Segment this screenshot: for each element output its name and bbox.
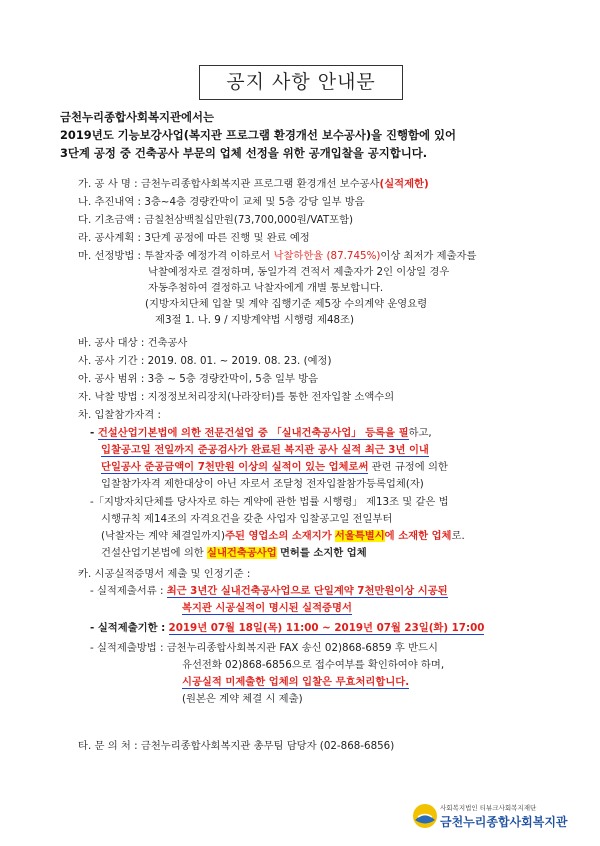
intro-line-3: 3단계 공정 중 건축공사 부문의 업체 선정을 위한 공개입찰을 공지합니다. bbox=[60, 146, 428, 160]
item-ra bbox=[78, 231, 310, 245]
item-cha-line-3 bbox=[101, 460, 448, 474]
item-cha-line-3-end: 관련 규정에 의한 bbox=[368, 461, 448, 473]
item-da bbox=[78, 213, 353, 227]
intro-line-2: 2019년도 기능보강사업(복지관 프로그램 환경개선 보수공사)을 진행함에 있어 bbox=[60, 128, 457, 142]
item-ra-label: 라. 공사계획 : bbox=[78, 232, 142, 244]
item-cha-line-1 bbox=[90, 426, 432, 440]
item-ra-value: 3단계 공정에 따른 진행 및 완료 예정 bbox=[144, 232, 310, 244]
item-ma bbox=[78, 249, 476, 263]
item-ma-text-1c: 이상 최저가 제출자를 bbox=[380, 250, 477, 262]
item-ma-rate: 낙찰하한율 (87.745%) bbox=[273, 250, 381, 262]
item-ma-line-4: (지방자치단체 입찰 및 계약 집행기준 제5장 수의계약 운영요령 bbox=[145, 298, 428, 310]
item-ka-method-2: 유선전화 02)868-6856으로 접수여부를 확인하여야 하며, bbox=[182, 659, 445, 671]
item-cha-license: 실내건축공사업 bbox=[207, 547, 277, 559]
item-ka-1-label: - 실적제출서류 : bbox=[90, 585, 164, 597]
item-ka-method-1: 금천누리종합사회복지관 FAX 송신 02)868-6859 후 반드시 bbox=[166, 642, 438, 654]
logo-foundation-name: 사회복지법인 티뷰크사회복지재단 bbox=[440, 804, 537, 812]
item-ma-text-1a: 투찰자중 예정가격 이하로서 bbox=[144, 250, 271, 262]
item-ka-line-2 bbox=[90, 621, 484, 635]
item-ka-invalid: 시공실적 미제출한 업체의 입찰은 무효처리합니다. bbox=[182, 676, 410, 688]
item-ga-value: 금천누리종합사회복지관 프로그램 환경개선 보수공사 bbox=[140, 178, 380, 190]
item-ka-line-3 bbox=[90, 641, 438, 655]
item-cha-amount: 단일공사 준공금액이 7천만원 이상의 실적이 있는 업체로써 bbox=[101, 461, 369, 473]
item-a: 아. 공사 범위 : 3층 ~ 5층 경량칸막이, 5층 일부 방음 bbox=[78, 373, 319, 385]
item-cha-line-6: 시행규칙 제14조의 자격요건을 갖춘 사업자 입찰공고일 전일부터 bbox=[101, 513, 393, 525]
item-ba: 바. 공사 대상 : 건축공사 bbox=[78, 337, 188, 349]
item-cha-line-7 bbox=[101, 529, 465, 543]
item-cha-line-8a: 건설산업기본법에 의한 bbox=[101, 547, 204, 559]
item-ja: 자. 낙찰 방법 : 지정정보처리장치(나라장터)를 통한 전자입찰 소액수의 bbox=[78, 391, 395, 403]
item-ka-2-label: - 실적제출기한 : bbox=[90, 622, 166, 634]
item-cha-line-1-end: 하고, bbox=[408, 427, 432, 439]
item-ka-line-1 bbox=[90, 584, 448, 598]
item-ma-label: 마. 선정방법 : bbox=[78, 250, 142, 262]
notice-title: 공지 사항 안내문 bbox=[199, 65, 403, 100]
item-ka-documents: 최근 3년간 실내건축공사업으로 단일계약 7천만원이상 시공된 bbox=[166, 585, 448, 597]
item-ka-3-label: - 실적제출방법 : bbox=[90, 642, 164, 654]
item-ga bbox=[78, 177, 429, 191]
foundation-logo-icon bbox=[412, 803, 438, 829]
item-ma-line-3: 자동추첨하여 결정하고 낙찰자에게 개별 통보합니다. bbox=[148, 282, 384, 294]
item-ga-note: (실적제한) bbox=[379, 178, 429, 190]
item-ma-line-5: 제3절 1. 나. 9 / 지방계약법 시행령 제48조) bbox=[155, 314, 355, 326]
item-cha-line-7e: 로. bbox=[451, 530, 465, 542]
item-cha-license-end: 면허를 소지한 업체 bbox=[279, 547, 367, 559]
item-cha-line-8 bbox=[101, 546, 367, 560]
item-sa: 사. 공사 기간 : 2019. 08. 01. ~ 2019. 08. 23. (예정) bbox=[78, 355, 332, 367]
item-na-value: 3층~4층 경량칸막이 교체 및 5층 강당 일부 방음 bbox=[144, 196, 365, 208]
item-ka-documents-2: 복지관 시공실적이 명시된 실적증명서 bbox=[182, 602, 352, 614]
item-da-value: 금칠천삼백칠십만원(73,700,000원/VAT포함) bbox=[144, 214, 354, 226]
item-ka-line-3c bbox=[182, 675, 409, 689]
item-cha-record: 입찰공고일 전일까지 준공검사가 완료된 복지관 공사 실적 최근 3년 이내 bbox=[101, 444, 429, 456]
item-ta: 타. 문 의 처 : 금천누리종합사회복지관 총무팀 담당자 (02-868-6856) bbox=[78, 740, 395, 752]
item-na-label: 나. 추진내역 : bbox=[78, 196, 142, 208]
item-cha-qualification: 건설산업기본법에 의한 전문건설업 중 「실내건축공사업」 등록을 필 bbox=[97, 427, 409, 439]
item-cha-seoul: 서울특별시 bbox=[334, 530, 385, 542]
item-cha-location-end: 에 소재한 업체 bbox=[384, 530, 452, 542]
item-ka: 카. 시공실적증명서 제출 및 인정기준 : bbox=[78, 568, 251, 580]
item-cha-line-7a: (낙찰자는 계약 체결일까지) bbox=[101, 530, 225, 542]
item-cha-location: 주된 영업소의 소재지가 bbox=[225, 530, 332, 542]
item-ka-deadline: 2019년 07월 18일(목) 11:00 ~ 2019년 07월 23일(화) 17:00 bbox=[168, 622, 485, 634]
item-na bbox=[78, 195, 365, 209]
item-cha-line-5: -「지방자치단체를 당사자로 하는 계약에 관한 법률 시행령」 제13조 및 같은 법 bbox=[90, 496, 449, 508]
item-ma-line-2: 낙찰예정자로 결정하며, 동일가격 견적서 제출자가 2인 이상일 경우 bbox=[148, 266, 450, 278]
logo-center-name: 금천누리종합사회복지관 bbox=[440, 815, 568, 829]
intro-line-1: 금천누리종합사회복지관에서는 bbox=[60, 110, 215, 124]
item-cha-line-2 bbox=[101, 443, 429, 457]
item-ga-label: 가. 공 사 명 : bbox=[78, 178, 138, 190]
item-ka-method-4: (원본은 계약 체결 시 제출) bbox=[182, 693, 303, 705]
dash-mark: - bbox=[90, 427, 98, 439]
item-cha-line-4: 입찰참가자격 제한대상이 아닌 자로서 조달청 전자입찰참가등록업체(자) bbox=[101, 478, 424, 490]
item-cha: 차. 입찰참가자격 : bbox=[78, 409, 161, 421]
item-da-label: 다. 기초금액 : bbox=[78, 214, 142, 226]
item-ka-line-1b bbox=[182, 601, 352, 615]
